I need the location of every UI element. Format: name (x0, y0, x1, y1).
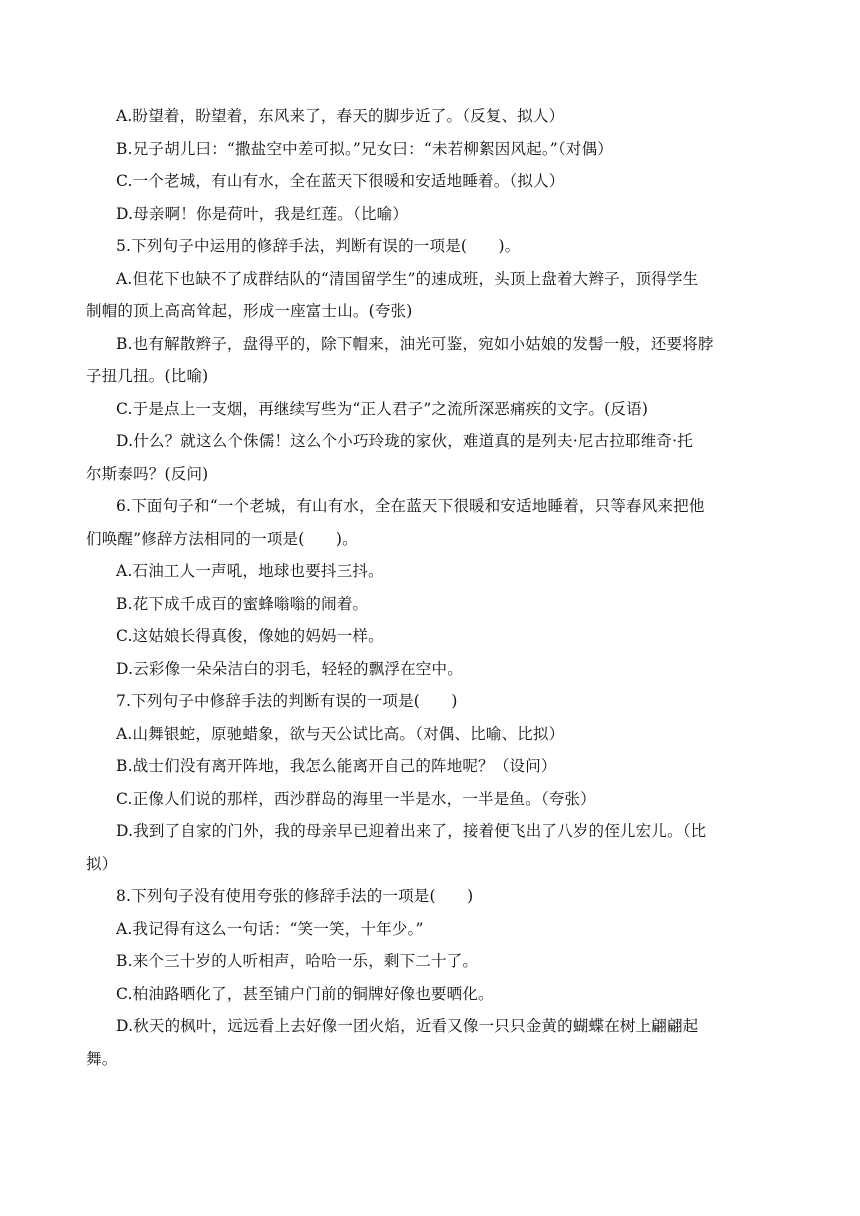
option-line: B.也有解散辫子，盘得平的，除下帽来，油光可鉴，宛如小姑娘的发髻一般，还要将脖 (116, 334, 714, 353)
option-line: C.这姑娘长得真俊，像她的妈妈一样。 (116, 627, 384, 645)
option-line: A.我记得有这么一句话：“笑一笑，十年少。” (116, 919, 424, 938)
option-line: C.一个老城，有山有水，全在蓝天下很暖和安适地睡着。（拟人） (116, 172, 565, 190)
option-line: B.来个三十岁的人听相声，哈哈一乐，剩下二十了。 (116, 952, 479, 970)
option-line: C.正像人们说的那样，西沙群岛的海里一半是水，一半是鱼。（夸张） (116, 789, 596, 808)
option-line: D.什么？就这么个侏儒！这么个小巧玲珑的家伙，难道真的是列夫·尼古拉耶维奇·托 (116, 432, 693, 450)
question-stem-continuation: 们唤醒”修辞方法相同的一项是( )。 (86, 529, 358, 548)
option-line-continuation: 子扭几扭。(比喻) (86, 367, 209, 385)
option-line: D.秋天的枫叶，远远看上去好像一团火焰，近看又像一只只金黄的蝴蝶在树上翩翩起 (116, 1017, 699, 1035)
option-line: D.母亲啊！你是荷叶，我是红莲。（比喻） (116, 204, 409, 223)
option-line: A.石油工人一声吼，地球也要抖三抖。 (116, 562, 384, 580)
option-line: D.我到了自家的门外，我的母亲早已迎着出来了，接着便飞出了八岁的侄儿宏儿。（比 (116, 822, 707, 840)
question-stem: 8.下列句子没有使用夸张的修辞手法的一项是( ) (116, 887, 474, 905)
option-line-continuation: 制帽的顶上高高耸起，形成一座富士山。(夸张) (86, 302, 413, 320)
question-stem: 5.下列句子中运用的修辞手法，判断有误的一项是( )。 (116, 237, 521, 255)
option-line-continuation: 尔斯泰吗？(反问) (86, 464, 209, 483)
option-line: B.兄子胡儿曰：“撒盐空中差可拟。”兄女曰：“未若柳絮因风起。”（对偶） (116, 139, 613, 158)
question-stem: 7.下列句子中修辞手法的判断有误的一项是( ) (116, 692, 458, 710)
option-line: B.花下成千成百的蜜蜂嗡嗡的闹着。 (116, 594, 369, 613)
option-line: C.柏油路晒化了，甚至铺户门前的铜牌好像也要晒化。 (116, 984, 494, 1003)
option-line: A.但花下也缺不了成群结队的“清国留学生”的速成班，头顶上盘着大辫子，顶得学生 (116, 269, 699, 288)
option-line: A.山舞银蛇，原驰蜡象，欲与天公试比高。（对偶、比喻、比拟） (116, 724, 565, 743)
option-line: A.盼望着，盼望着，东风来了，春天的脚步近了。（反复、拟人） (116, 107, 565, 125)
option-line-continuation: 拟） (86, 854, 118, 873)
option-line-continuation: 舞。 (86, 1049, 118, 1068)
option-line: C.于是点上一支烟，再继续写些为“正人君子”之流所深恶痛疾的文字。(反语) (116, 399, 649, 418)
question-stem: 6.下面句子和“一个老城，有山有水，全在蓝天下很暖和安适地睡着，只等春风来把他 (116, 497, 705, 515)
option-line: D.云彩像一朵朵洁白的羽毛，轻轻的飘浮在空中。 (116, 659, 463, 678)
option-line: B.战士们没有离开阵地，我怎么能离开自己的阵地呢？（设问） (116, 757, 557, 775)
